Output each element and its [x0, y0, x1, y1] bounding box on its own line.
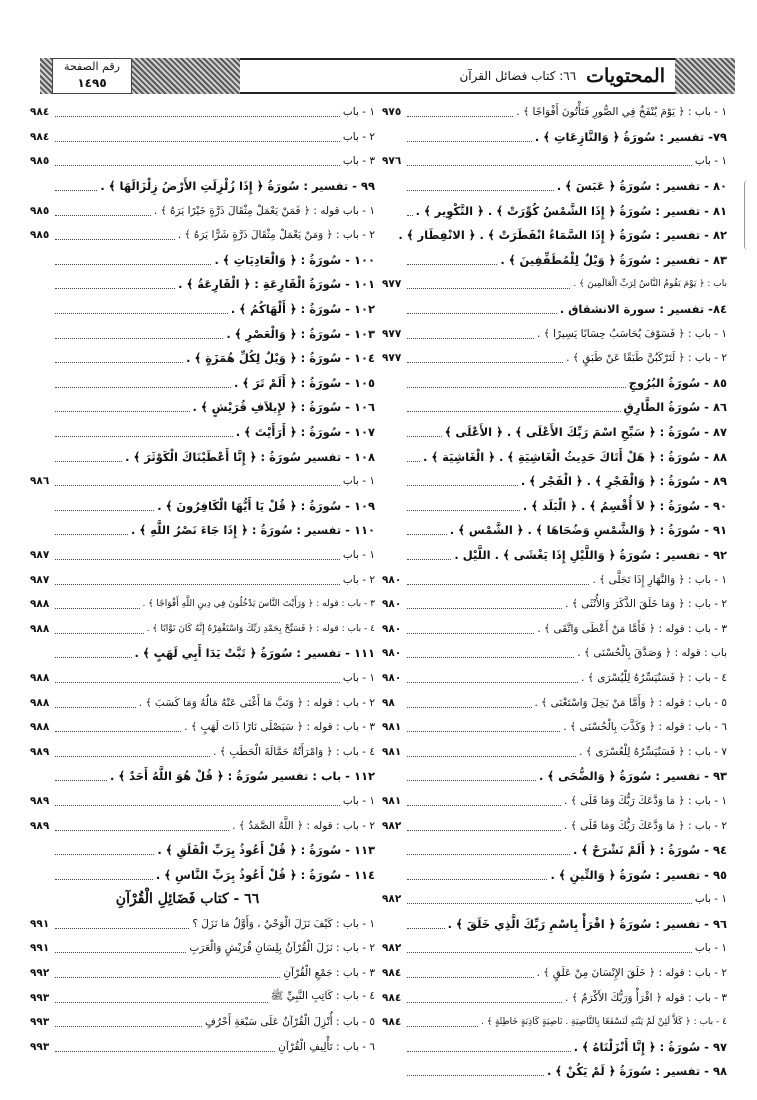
toc-entry-text: ٨٠ - تفسير : سُورَةُ ﴿ عَبَسَ ﴾ . — [556, 179, 727, 194]
header-subtitle: ٦٦: كتاب فضائل القرآن — [459, 69, 577, 83]
dot-leader — [55, 452, 122, 462]
toc-entry — [382, 961, 727, 986]
toc-entry-text: ١٠٩ - سُورَةُ : ﴿ قُلْ يَا أَيُّهَا الْكَافِرُونَ ﴾ . — [157, 498, 375, 513]
toc-entry — [382, 715, 727, 740]
dot-leader — [55, 771, 107, 781]
dot-leader — [55, 353, 183, 363]
dot-leader — [55, 1017, 202, 1027]
dot-leader — [55, 648, 132, 658]
toc-entry-text: ٩٠ - سُورَةُ : ﴿ لاَ أُقْسِمُ ﴾ . ﴿ الْبَلَد ﴾ . — [522, 498, 727, 513]
toc-entry — [382, 420, 727, 445]
toc-entry-text: ٥ - باب : أُنْزِلَ الْقُرْآنُ عَلَى سَبْعَةِ أَحْرُفٍ — [204, 1016, 375, 1029]
toc-entry — [382, 838, 727, 863]
toc-entry — [382, 616, 727, 641]
page-number-box — [52, 58, 132, 94]
dot-leader — [55, 747, 210, 757]
toc-entry-text: ٣ - باب : قوله : ﴿ وَرَأَيْتَ النَّاسَ يَدْخُلُونَ فِي دِينِ اللَّهِ أَفْوَاجًا ﴾ . — [142, 599, 375, 610]
dot-leader — [407, 870, 547, 880]
toc-entry-text: ١٠٤ - سُورَةُ : ﴿ وَيْلٌ لِكُلِّ هُمَزَةٍ ﴾ . — [186, 351, 375, 366]
toc-entry — [30, 789, 375, 814]
toc-entry — [30, 592, 375, 617]
toc-entry-text: ١١٣ - سُورَةُ : ﴿ قُلْ أَعُوذُ بِرَبِّ الْفَلَقِ ﴾ . — [157, 843, 375, 858]
dot-leader — [55, 427, 233, 437]
toc-entry — [30, 198, 375, 223]
dot-leader — [55, 624, 144, 634]
toc-page-number: ٩٩١ — [30, 917, 50, 930]
header-title: المحتويات — [586, 65, 665, 87]
toc-entry — [30, 543, 375, 568]
toc-entry-text: ٣ - باب : قوله ﴿ اقْرَأْ وَرَبُّكَ الأَكْرَمُ ﴾ . — [564, 991, 727, 1004]
toc-page-number: ٩٨٠ — [382, 598, 402, 611]
dot-leader — [407, 796, 561, 806]
dot-leader — [407, 107, 513, 117]
toc-entry — [382, 641, 727, 666]
toc-entry — [30, 690, 375, 715]
toc-entry — [30, 100, 375, 125]
dot-leader — [407, 673, 578, 683]
toc-entry-text: ٩٩ - تفسير : سُورَةُ ﴿ إِذَا زُلْزِلَتِ الأَرْضُ زِلْزَالَهَا ﴾ . — [100, 179, 375, 194]
toc-entry-text: ٤ - باب : ﴿ فَسَنُيَسِّرُهُ لِلْيُسْرَى ﴾ . — [581, 671, 727, 684]
toc-page-number: ٩٩٣ — [30, 1016, 50, 1029]
toc-entry-text: ١ - باب : ﴿ وَالنَّهَارِ إِذَا تَجَلَّى ﴾ . — [592, 573, 727, 586]
toc-entry-text: ٢ - باب : ﴿ لَتَرْكَبُنَّ طَبَقًا عَنْ طَبَقٍ ﴾ . — [566, 352, 727, 365]
dot-leader — [407, 329, 534, 339]
toc-entry — [30, 321, 375, 346]
toc-entry — [382, 1059, 727, 1084]
dot-leader — [55, 722, 181, 732]
toc-page-number: ٩٨٨ — [30, 721, 50, 734]
dot-leader — [55, 378, 231, 388]
toc-entry — [382, 395, 727, 420]
toc-entry — [382, 936, 727, 961]
toc-entry-text: ٩٦ - تفسير : سُورَةُ ﴿ اقْرَأْ بِاسْمِ رَبِّكَ الَّذِي خَلَقَ ﴾ . — [447, 916, 727, 931]
chapter-heading — [30, 887, 375, 912]
dot-leader — [407, 575, 589, 585]
toc-page-number: ٩٨٢ — [382, 893, 402, 906]
toc-entry — [30, 272, 375, 297]
toc-page-number: ٩٨٨ — [30, 622, 50, 635]
dot-leader — [407, 156, 692, 166]
dot-leader — [407, 279, 570, 289]
toc-page-number: ٩٨٢ — [382, 942, 402, 955]
dot-leader — [55, 206, 151, 216]
dot-leader — [55, 550, 340, 560]
toc-entry-text: ٣ - باب : جَمْعِ الْقُرْآنِ — [283, 967, 375, 980]
dot-leader — [55, 673, 340, 683]
toc-entry-text: ٩٧ - سُورَةُ : ﴿ إِنَّا أَنْزَلْنَاهُ ﴾ . — [573, 1039, 727, 1054]
dot-leader — [55, 476, 340, 486]
dot-leader — [55, 821, 229, 831]
dot-leader — [55, 255, 211, 265]
dot-leader — [55, 870, 153, 880]
toc-entry-text: ١٠٢ - سُورَةُ : ﴿ أَلْهَاكُمُ ﴾ . — [230, 302, 375, 317]
dot-leader — [407, 771, 536, 781]
dot-leader — [407, 1017, 478, 1027]
toc-entry — [30, 985, 375, 1010]
toc-entry — [30, 371, 375, 396]
toc-entry — [382, 174, 727, 199]
toc-entry — [382, 198, 727, 223]
dot-leader — [55, 968, 280, 978]
toc-entry-text: ٢ - باب : ﴿ وَمَنْ يَعْمَلْ مِثْقَالَ ذَرَّةٍ شَرًّا يَرَهُ ﴾ . — [177, 229, 375, 242]
toc-entry — [30, 961, 375, 986]
dot-leader — [55, 525, 128, 535]
toc-entry-text: ٢ - باب : قوله : ﴿ وَتَبَّ مَا أَغْنَى عَنْهُ مَالُهُ وَمَا كَسَبَ ﴾ . — [138, 696, 375, 709]
toc-page-number: ٩٨١ — [382, 745, 402, 758]
toc-entry-text: ٣ - باب : قوله : ﴿ سَيَصْلَى نَارًا ذَاتَ لَهَبٍ ﴾ . — [184, 721, 375, 734]
dot-leader — [55, 156, 340, 166]
toc-entry-text: ٧ - باب : ﴿ فَسَنُيَسِّرُهُ لِلْعُسْرَى ﴾ . — [579, 745, 727, 758]
toc-entry — [382, 346, 727, 371]
toc-entry — [30, 518, 375, 543]
toc-entry-text: ٤ - باب : ﴿ كَلاَّ لَئِنْ لَمْ يَنْتَهِ لَنَسْفَعًا بِالنَّاصِيَةِ . نَاصِيَةٍ كَاذِبَةٍ خَاطِئَةٍ ﴾ . — [481, 1017, 727, 1028]
toc-entry — [30, 813, 375, 838]
page-header — [40, 58, 735, 94]
toc-entry — [30, 395, 375, 420]
toc-entry-text: ٨٥ - سُورَةُ البُرُوجِ — [628, 375, 727, 390]
dot-leader — [407, 304, 557, 314]
dot-leader — [407, 1066, 544, 1076]
toc-entry — [382, 764, 727, 789]
toc-entry — [30, 666, 375, 691]
toc-page-number: ٩٨٠ — [382, 671, 402, 684]
toc-entry — [382, 494, 727, 519]
toc-entry — [382, 444, 727, 469]
toc-entry — [382, 321, 727, 346]
toc-page-number: ٩٨٥ — [30, 155, 50, 168]
toc-page-number: ٩٨٥ — [30, 229, 50, 242]
toc-entry — [30, 149, 375, 174]
toc-entry-text: ٩٨ - تفسير : سُورَةُ ﴿ لَمْ يَكُنْ ﴾ . — [546, 1064, 727, 1079]
toc-entry-text: ٨٩ - سُورَةُ : ﴿ وَالْفَجْرِ ﴾ . ﴿ الْفَجْر ﴾ . — [520, 474, 727, 489]
toc-entry — [382, 739, 727, 764]
toc-entry-text: ٤ - باب : ﴿ وَامْرَأَتُهُ حَمَّالَةَ الْحَطَبِ ﴾ . — [213, 745, 375, 758]
toc-entry-text: باب : قوله : ﴿ وَصَدَّقَ بِالْحُسْنَى ﴾ . — [577, 647, 727, 660]
toc-page-number: ٩٨٧ — [30, 573, 50, 586]
toc-page-number: ٩٨٤ — [30, 130, 50, 143]
toc-entry-text: ٧٩- تفسير : سُورَةُ ﴿ وَالنَّازِعَاتِ ﴾ . — [534, 129, 727, 144]
dot-leader — [407, 132, 532, 142]
toc-entry-text: ٦ - باب : تَأْلِيفِ الْقُرْآنِ — [278, 1040, 375, 1053]
dot-leader — [407, 255, 497, 265]
toc-entry-text: ١ - باب — [694, 942, 727, 955]
dot-leader — [55, 329, 223, 339]
toc-entry-text: ٩٣ - تفسير : سُورَةُ ﴿ وَالضُّحَى ﴾ . — [538, 769, 727, 784]
toc-entry-text: ١٠٥ - سُورَةُ : ﴿ أَلَمْ تَرَ ﴾ . — [234, 375, 375, 390]
toc-entry — [382, 518, 727, 543]
dot-leader — [407, 648, 574, 658]
dot-leader — [407, 206, 413, 216]
toc-entry — [30, 494, 375, 519]
toc-page-number: ٩٨٤ — [382, 991, 402, 1004]
toc-entry — [30, 739, 375, 764]
toc-entry-text: ١ - باب — [342, 548, 375, 561]
toc-page-number: ٩٧٧ — [382, 327, 402, 340]
toc-entry-text: ١ - باب : ﴿ مَا وَدَّعَكَ رَبُّكَ وَمَا قَلَى ﴾ . — [564, 794, 727, 807]
toc-entry — [30, 567, 375, 592]
dot-leader — [55, 279, 175, 289]
toc-entry — [382, 371, 727, 396]
toc-page-number: ٩٨٤ — [30, 106, 50, 119]
toc-entry — [382, 223, 727, 248]
toc-entry — [382, 985, 727, 1010]
dot-leader — [55, 402, 190, 412]
toc-page-number: ٩٨٤ — [382, 1016, 402, 1029]
toc-entry-text: ١ - باب — [694, 893, 727, 906]
toc-entry-text: ١ - باب — [342, 106, 375, 119]
toc-entry-text: ٦٦ - كتاب فَضَائِلِ الْقُرْآنِ — [115, 891, 260, 908]
toc-entry — [382, 272, 727, 297]
toc-entry — [30, 1010, 375, 1035]
toc-entry — [30, 616, 375, 641]
toc-entry-text: ٨٢ - تفسير : سُورَةُ ﴿ إِذَا السَّمَاءُ انْفَطَرَتْ ﴾ . ﴿ الانْفِطَار ﴾ . — [398, 228, 727, 243]
toc-entry — [30, 248, 375, 273]
toc-entry — [30, 346, 375, 371]
dot-leader — [55, 796, 340, 806]
toc-page-number: ٩٨٨ — [30, 598, 50, 611]
dot-leader — [55, 1042, 275, 1052]
dot-leader — [407, 452, 420, 462]
dot-leader — [407, 378, 626, 388]
toc-entry — [30, 912, 375, 937]
toc-page-number: ٩٨١ — [382, 794, 402, 807]
toc-page-number: ٩٨ — [382, 696, 395, 709]
toc-page-number: ٩٨٢ — [382, 819, 402, 832]
toc-entry-text: ١ - باب : كَيْفَ نَزَلَ الْوَحْيُ ، وَأَوَّلُ مَا نَزَلَ ؟ — [192, 917, 375, 930]
toc-entry — [30, 1035, 375, 1060]
toc-entry-text: ٩٤ - سُورَةُ : ﴿ أَلَمْ نَشْرَحْ ﴾ . — [573, 843, 727, 858]
toc-entry-text: ٢ - باب — [342, 573, 375, 586]
toc-page-number: ٩٨٠ — [382, 573, 402, 586]
page-number: ١٤٩٥ — [77, 76, 107, 90]
toc-entry — [30, 174, 375, 199]
dot-leader — [407, 821, 561, 831]
toc-entry-text: ١١٤ - سُورَةُ : ﴿ قُلْ أَعُوذُ بِرَبِّ النَّاسِ ﴾ . — [155, 867, 375, 882]
toc-entry-text: ١٠٣ - سُورَةُ : ﴿ وَالْعَصْرِ ﴾ . — [226, 326, 375, 341]
toc-entry-text: ١ - باب — [342, 794, 375, 807]
toc-entry-text: ٢ - باب : نَزَلَ الْقُرْآنُ بِلِسَانِ قُرَيْشٍ وَالْعَرَبِ — [189, 942, 375, 955]
toc-entry-text: ٩٢ - تفسير : سُورَةُ ﴿ وَاللَّيْلِ إِذَا يَغْشَى ﴾ . اللَّيْل . — [454, 547, 727, 562]
toc-entry-text: ٤ - باب : كَاتِبِ النَّبِيِّ ﷺ — [270, 990, 375, 1003]
header-pattern-right — [675, 58, 735, 94]
toc-entry-text: ١ - باب قوله : ﴿ فَمَنْ يَعْمَلْ مِثْقَالَ ذَرَّةٍ خَيْرًا يَرَهُ ﴾ . — [153, 204, 375, 217]
toc-entry — [382, 100, 727, 125]
toc-entry — [382, 887, 727, 912]
dot-leader — [55, 575, 340, 585]
toc-page-number: ٩٨٩ — [30, 819, 50, 832]
toc-page-number: ٩٧٦ — [382, 155, 402, 168]
dot-leader — [407, 550, 451, 560]
toc-entry-text: باب : ﴿ يَوْمَ يَقُومُ النَّاسُ لِرَبِّ الْعَالَمِينَ ﴾ . — [573, 279, 727, 290]
dot-leader — [407, 402, 621, 412]
dot-leader — [407, 624, 534, 634]
toc-page-number: ٩٨٦ — [30, 475, 50, 488]
dot-leader — [55, 845, 154, 855]
toc-entry — [382, 912, 727, 937]
toc-entry — [382, 862, 727, 887]
toc-entry — [30, 764, 375, 789]
page-edge-mark — [744, 180, 748, 250]
toc-page-number: ٩٨٤ — [382, 967, 402, 980]
dot-leader — [55, 107, 340, 117]
toc-page-number: ٩٨١ — [382, 721, 402, 734]
toc-entry-text: ١٠٧ - سُورَةُ : ﴿ أَرَأَيْتَ ﴾ . — [235, 425, 375, 440]
dot-leader — [407, 722, 560, 732]
dot-leader — [407, 599, 562, 609]
toc-entry-text: ٨١ - تفسير : سُورَةُ ﴿ إِذَا الشَّمْسُ كُوِّرَتْ ﴾ . ﴿ التَّكْوِير ﴾ . — [415, 203, 727, 218]
toc-entry — [382, 248, 727, 273]
toc-entry-text: ١ - باب — [342, 475, 375, 488]
dot-leader — [55, 181, 97, 191]
dot-leader — [407, 427, 442, 437]
toc-entry — [30, 641, 375, 666]
toc-entry-text: ٩١ - سُورَةُ : ﴿ وَالشَّمْسِ وَضُحَاهَا ﴾ . ﴿ الشَّمْس ﴾ . — [449, 523, 727, 538]
toc-entry-text: ٨٣ - تفسير : سُورَةُ ﴿ وَيْلٌ لِلْمُطَفِّفِينَ ﴾ . — [500, 252, 727, 267]
toc-entry — [382, 789, 727, 814]
toc-entry — [30, 420, 375, 445]
toc-entry — [382, 297, 727, 322]
toc-entry-text: ١١٢ - باب : تفسير سُورَةُ : ﴿ قُلْ هُوَ اللَّهُ أَحَدٌ ﴾ . — [110, 769, 375, 784]
toc-entry-text: ١٠٨ - تفسير سُورَةُ : ﴿ إِنَّا أَعْطَيْنَاكَ الْكَوْثَرَ ﴾ . — [125, 449, 375, 464]
header-title-box — [240, 58, 675, 94]
toc-page-number: ٩٩٣ — [30, 991, 50, 1004]
toc-entry — [30, 936, 375, 961]
toc-page-number: ٩٨٠ — [382, 622, 402, 635]
toc-entry — [30, 223, 375, 248]
toc-entry-text: ٦ - باب : قوله : ﴿ وَكَذَّبَ بِالْحُسْنَى ﴾ . — [563, 721, 727, 734]
dot-leader — [407, 1042, 571, 1052]
toc-entry — [382, 592, 727, 617]
dot-leader — [407, 919, 445, 929]
toc-entry — [382, 543, 727, 568]
page-number-label: رقم الصفحة — [64, 60, 120, 73]
dot-leader — [55, 943, 186, 953]
toc-entry — [382, 1035, 727, 1060]
dot-leader — [407, 501, 520, 511]
toc-page-number: ٩٩٢ — [30, 967, 50, 980]
toc-entry-text: ١ - باب — [342, 671, 375, 684]
toc-entry-text: ١٠١ - سُورَةُ الْقَارِعَةِ : ﴿ الْقَارِعَةُ ﴾ . — [178, 277, 375, 292]
dot-leader — [55, 501, 154, 511]
dot-leader — [407, 943, 692, 953]
toc-page-number: ٩٧٥ — [382, 106, 402, 119]
toc-page-number: ٩٨٨ — [30, 696, 50, 709]
dot-leader — [407, 698, 532, 708]
toc-page-number: ٩٨٨ — [30, 671, 50, 684]
toc-entry — [30, 125, 375, 150]
dot-leader — [55, 599, 140, 609]
toc-entry-text: ١١١ - تفسير : سُورَةُ ﴿ تَبَّتْ يَدَا أَبِي لَهَبٍ ﴾ . — [134, 646, 375, 661]
toc-page-number: ٩٨٠ — [382, 647, 402, 660]
toc-entry-text: ١١٠ - تفسير : سُورَةُ : ﴿ إِذَا جَاءَ نَصْرُ اللَّهِ ﴾ . — [131, 523, 375, 538]
toc-entry — [30, 862, 375, 887]
dot-leader — [407, 747, 576, 757]
toc-entry — [30, 297, 375, 322]
toc-entry-text: ٣ - باب : قوله : ﴿ فَأَمَّا مَنْ أَعْطَى وَاتَّقَى ﴾ . — [537, 622, 727, 635]
dot-leader — [407, 181, 554, 191]
toc-entry-text: ٢ - باب : قوله : ﴿ خَلَقَ الإِنْسَانَ مِنْ عَلَقٍ ﴾ . — [536, 967, 727, 980]
toc-entry-text: ٩٥ - تفسير : سُورَةُ ﴿ وَالتِّينِ ﴾ . — [550, 867, 727, 882]
toc-entry-text: ٤ - باب : قوله : ﴿ فَسَبِّحْ بِحَمْدِ رَبِّكَ وَاسْتَغْفِرْهُ إِنَّهُ كَانَ تَوَّابًا ﴾ . — [146, 623, 375, 634]
toc-entry — [382, 666, 727, 691]
dot-leader — [55, 230, 175, 240]
toc-page-number: ٩٧٧ — [382, 352, 402, 365]
toc-entry — [382, 567, 727, 592]
toc-entry-text: ٢ - باب : ﴿ وَمَا خَلَقَ الذَّكَرَ وَالأُنْثَى ﴾ . — [565, 598, 727, 611]
toc-entry-text: ١٠٠ - سُورَةُ : ﴿ وَالْعَادِيَاتِ ﴾ . — [214, 252, 375, 267]
toc-page-number: ٩٨٩ — [30, 745, 50, 758]
toc-entry-text: ١ - باب : ﴿ فَسَوْفَ يُحَاسَبُ حِسَابًا يَسِيرًا ﴾ . — [536, 327, 727, 340]
dot-leader — [407, 993, 562, 1003]
toc-entry-text: ٢ - باب : قوله : ﴿ اللَّهُ الصَّمَدُ ﴾ . — [232, 819, 375, 832]
toc-column-right — [382, 100, 727, 1084]
toc-entry — [30, 715, 375, 740]
toc-entry — [30, 469, 375, 494]
dot-leader — [55, 132, 340, 142]
toc-entry — [382, 469, 727, 494]
toc-page-number: ٩٨٥ — [30, 204, 50, 217]
dot-leader — [407, 476, 518, 486]
toc-entry-text: ٢ - باب — [342, 130, 375, 143]
toc-page-number: ٩٨٩ — [30, 794, 50, 807]
dot-leader — [407, 968, 534, 978]
dot-leader — [407, 353, 563, 363]
toc-entry-text: ١٠٦ - سُورَةُ : ﴿ لإِيلاَفِ قُرَيْشٍ ﴾ . — [192, 400, 375, 415]
toc-entry — [30, 838, 375, 863]
dot-leader — [407, 845, 570, 855]
toc-entry — [382, 813, 727, 838]
toc-column-left — [30, 100, 375, 1059]
toc-entry — [382, 1010, 727, 1035]
toc-entry — [382, 690, 727, 715]
toc-entry-text: ٨٧ - سُورَةُ : ﴿ سَبِّحِ اسْمَ رَبِّكَ الأَعْلَى ﴾ . ﴿ الأَعْلَى ﴾ — [444, 425, 727, 440]
toc-entry-text: ٨٦ - سُورَةُ الطَّارِقِ — [623, 400, 727, 415]
dot-leader — [407, 894, 692, 904]
toc-entry — [382, 149, 727, 174]
dot-leader — [55, 698, 136, 708]
dot-leader — [55, 304, 228, 314]
toc-entry — [382, 125, 727, 150]
dot-leader — [407, 525, 447, 535]
toc-page-number: ٩٧٧ — [382, 278, 402, 291]
toc-page-number: ٩٩٣ — [30, 1040, 50, 1053]
dot-leader — [55, 919, 189, 929]
dot-leader — [55, 993, 268, 1003]
toc-page-number: ٩٨٧ — [30, 548, 50, 561]
toc-entry-text: ١ - باب — [694, 155, 727, 168]
toc-entry-text: ٢ - باب : ﴿ مَا وَدَّعَكَ رَبُّكَ وَمَا قَلَى ﴾ . — [564, 819, 727, 832]
toc-page-number: ٩٩١ — [30, 942, 50, 955]
toc-entry — [30, 444, 375, 469]
toc-entry-text: ٥ - باب : قوله : ﴿ وَأَمَّا مَنْ بَخِلَ وَاسْتَغْنَى ﴾ . — [534, 696, 727, 709]
toc-entry-text: ٣ - باب — [342, 155, 375, 168]
toc-entry-text: ١ - باب : ﴿ يَوْمَ يُنْفَخُ فِي الصُّورِ فَتَأْتُونَ أَفْوَاجًا ﴾ . — [516, 106, 727, 119]
toc-entry-text: ٨٤- تفسير : سورة الانشقاق . — [559, 302, 727, 317]
toc-entry-text: ٨٨ - سُورَةُ : ﴿ هَلْ أَتَاكَ حَدِيثُ الْغَاشِيَةِ ﴾ . ﴿ الْغَاشِيَة ﴾ . — [423, 449, 727, 464]
